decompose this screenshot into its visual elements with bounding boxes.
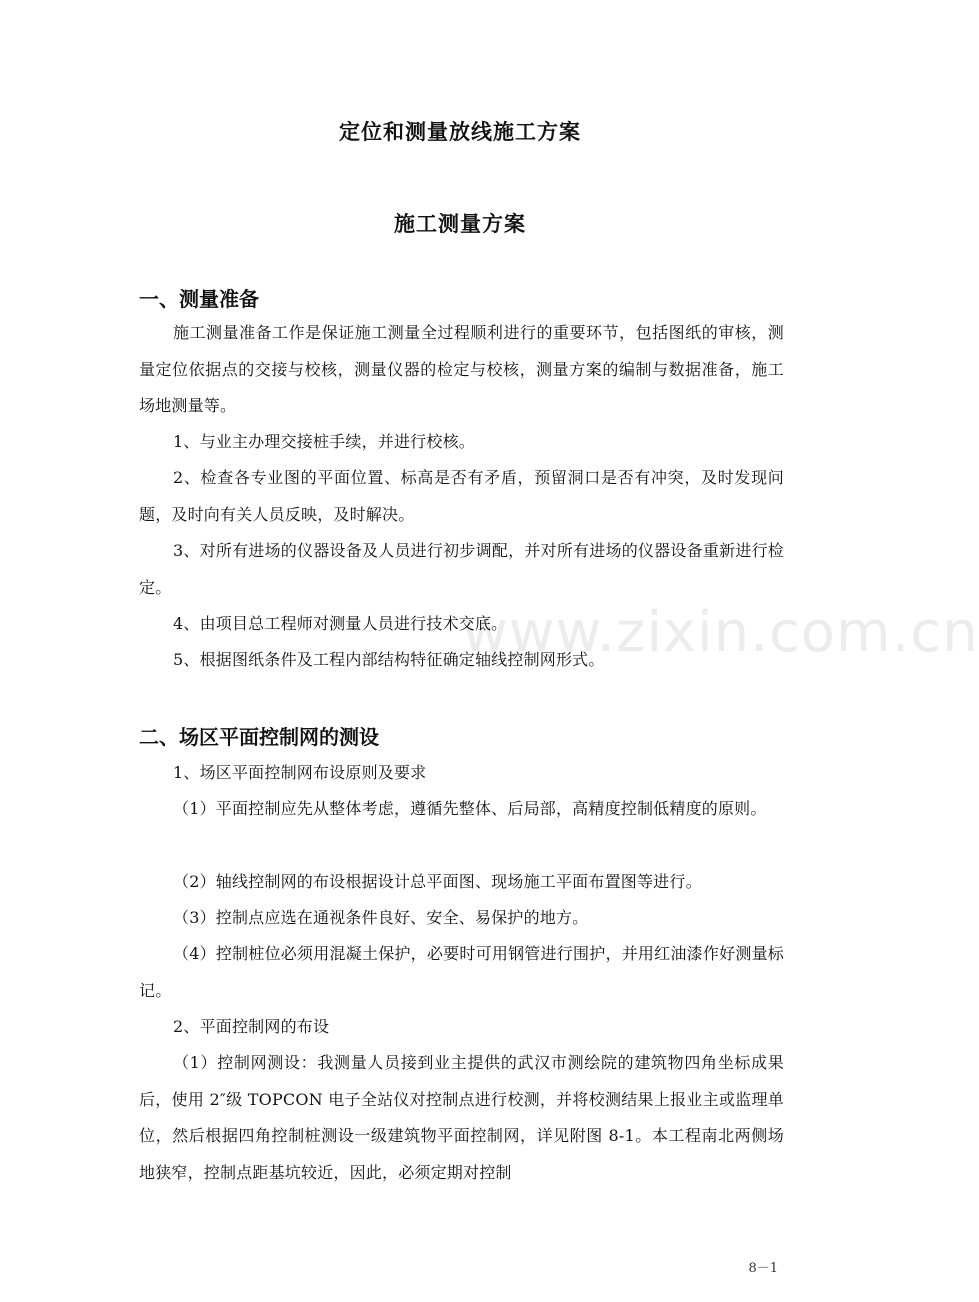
section-2-sub1: 1、场区平面控制网布设原则及要求	[173, 763, 427, 782]
section-2-sub2-item-1: （1）控制网测设：我测量人员接到业主提供的武汉市测绘院的建筑物四角坐标成果后，使用 2″级 TOPCON 电子全站仪对控制点进行校测，并将校测结果上报业主或监理单位，然后根据四角控制桩测设一级建筑物平面控制网，详见附图 8-1。本工程南北两侧场地狭窄，控制点距基坑较近，因此，必须定期对控制	[139, 1053, 784, 1182]
section-1-intro: 施工测量准备工作是保证施工测量全过程顺利进行的重要环节，包括图纸的审核，测量定位依据点的交接与校核，测量仪器的检定与校核，测量方案的编制与数据准备，施工场地测量等。	[139, 323, 784, 415]
section-2-sub1-item-1: （1）平面控制应先从整体考虑，遵循先整体、后局部，高精度控制低精度的原则。	[173, 799, 767, 818]
page-number: 8－1	[748, 1261, 778, 1276]
section-2-heading: 二、场区平面控制网的测设	[139, 725, 379, 749]
section-1-item-5: 5、根据图纸条件及工程内部结构特征确定轴线控制网形式。	[173, 650, 605, 669]
document-title: 定位和测量放线施工方案	[339, 120, 581, 144]
document-subtitle: 施工测量方案	[394, 212, 526, 236]
section-1-item-1: 1、与业主办理交接桩手续，并进行校核。	[173, 432, 475, 451]
section-2-sub1-item-4: （4）控制桩位必须用混凝土保护，必要时可用钢管进行围护，并用红油漆作好测量标记。	[139, 944, 784, 1000]
section-1-item-2: 2、检查各专业图的平面位置、标高是否有矛盾，预留洞口是否有冲突，及时发现问题，及时向有关人员反映，及时解决。	[139, 468, 784, 524]
section-1-heading: 一、测量准备	[139, 287, 259, 311]
section-2-sub2: 2、平面控制网的布设	[173, 1017, 330, 1036]
section-2-sub1-item-2: （2）轴线控制网的布设根据设计总平面图、现场施工平面布置图等进行。	[173, 872, 702, 891]
section-2-sub1-item-3: （3）控制点应选在通视条件良好、安全、易保护的地方。	[173, 908, 589, 927]
watermark: www.zixin.com.cn	[462, 600, 979, 665]
section-1-item-4: 4、由项目总工程师对测量人员进行技术交底。	[173, 614, 508, 633]
section-1-item-3: 3、对所有进场的仪器设备及人员进行初步调配，并对所有进场的仪器设备重新进行检定。	[139, 541, 784, 597]
